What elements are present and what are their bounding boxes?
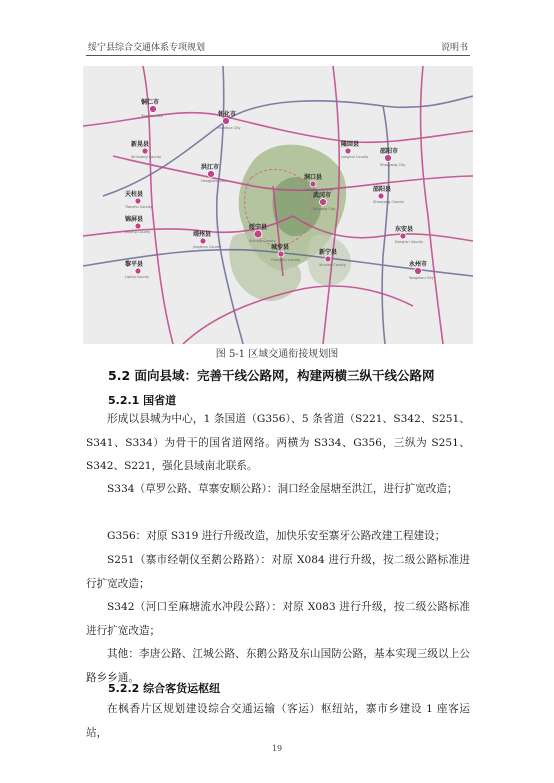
map-sublabel: Shaoyang County	[373, 200, 404, 204]
paragraph-6: 其他：李唐公路、江城公路、东鹅公路及东山国防公路，基本实现三级以上公路乡乡通。	[86, 648, 470, 684]
map-sublabel: Xinhuang County	[131, 155, 162, 159]
paragraph-7: 在枫香片区规划建设综合交通运输（客运）枢纽站，寨市乡建设 1 座客运站，	[86, 703, 470, 739]
map-sublabel: Suining County	[249, 239, 276, 243]
map-sublabel: Jinping County	[125, 230, 151, 234]
map-sublabel: Shaoyang City	[380, 163, 406, 167]
map-sublabel: Chengbu County	[271, 258, 301, 262]
map-label: 靖州县	[193, 231, 212, 238]
paragraph-4: S251（寨市经朝仪至鹅公路路）：对原 X084 进行升级，按二级公路标准进行扩宽改造；	[86, 554, 470, 590]
map-label: 城步县	[271, 244, 290, 251]
map-label: 黎平县	[125, 261, 144, 268]
map-sublabel: Jingzhou County	[193, 245, 222, 249]
page-number: 19	[271, 744, 283, 753]
map-sublabel: Tongren City	[141, 114, 163, 118]
map-sublabel: Tianzhu County	[125, 205, 153, 209]
map-sublabel: Xinning County	[319, 263, 346, 267]
header-title: 绥宁县综合交通体系专项规划	[88, 43, 206, 53]
paragraph-3: G356：对原 S319 进行升级改造，加快乐安至寨牙公路改建工程建设；	[107, 530, 446, 542]
map-sublabel: Huaihua City	[218, 126, 241, 130]
map-sublabel: Hongjiang City	[201, 179, 227, 183]
map-label: 武冈市	[313, 192, 332, 199]
map-sublabel: Liping County	[125, 275, 150, 279]
map-sublabel: Dong'an County	[395, 240, 424, 244]
map-label: 邵阳县	[373, 186, 392, 193]
map-sublabel: Longhui County	[341, 155, 369, 159]
map-label: 怀化市	[218, 111, 237, 118]
paragraph-1: 形成以县城为中心，1 条国道（G356）、5 条省道（S221、S342、S251、S341、S334）为骨干的国省道网络。两横为 S334、G356，三纵为 S251、S342、S221，强化县域南北联系。	[86, 413, 470, 472]
map-label: 天柱县	[125, 191, 144, 198]
map-label: 绥宁县	[249, 224, 268, 231]
map-label: 铜仁市	[141, 99, 160, 106]
header-divider	[86, 55, 470, 56]
map-sublabel: Dongkou County	[304, 188, 334, 192]
map-label: 锦屏县	[125, 216, 144, 223]
paragraph-5: S342（河口至麻塘流水冲段公路）：对原 X083 进行升级，按二级公路标准进行扩宽改造；	[86, 601, 470, 637]
map-label: 洞口县	[304, 174, 323, 181]
map-sublabel: Wugang City	[313, 207, 336, 211]
map-label: 邵阳市	[380, 148, 399, 155]
map-label: 隆回县	[341, 141, 360, 148]
subsection-heading-2: 5.2.2 综合客货运枢纽	[108, 682, 221, 695]
subsection-heading-1: 5.2.1 国省道	[108, 394, 177, 407]
map-svg	[83, 66, 473, 344]
map-label: 新宁县	[319, 249, 338, 256]
map-label: 东安县	[395, 226, 414, 233]
map-sublabel: Yongzhou City	[409, 276, 434, 280]
figure-caption: 图 5-1 区域交通衔接规划图	[215, 349, 339, 360]
regional-traffic-map	[83, 66, 473, 344]
map-label: 新晃县	[131, 141, 150, 148]
section-heading: 5.2 面向县域：完善干线公路网，构建两横三纵干线公路网	[108, 368, 435, 383]
paragraph-2: S334（草罗公路、草寨安顺公路）：洞口经金屋塘至洪江，进行扩宽改造；	[107, 483, 458, 495]
map-label: 洪江市	[201, 164, 220, 171]
map-label: 永州市	[409, 261, 428, 268]
header-doc-type: 说明书	[440, 43, 468, 53]
